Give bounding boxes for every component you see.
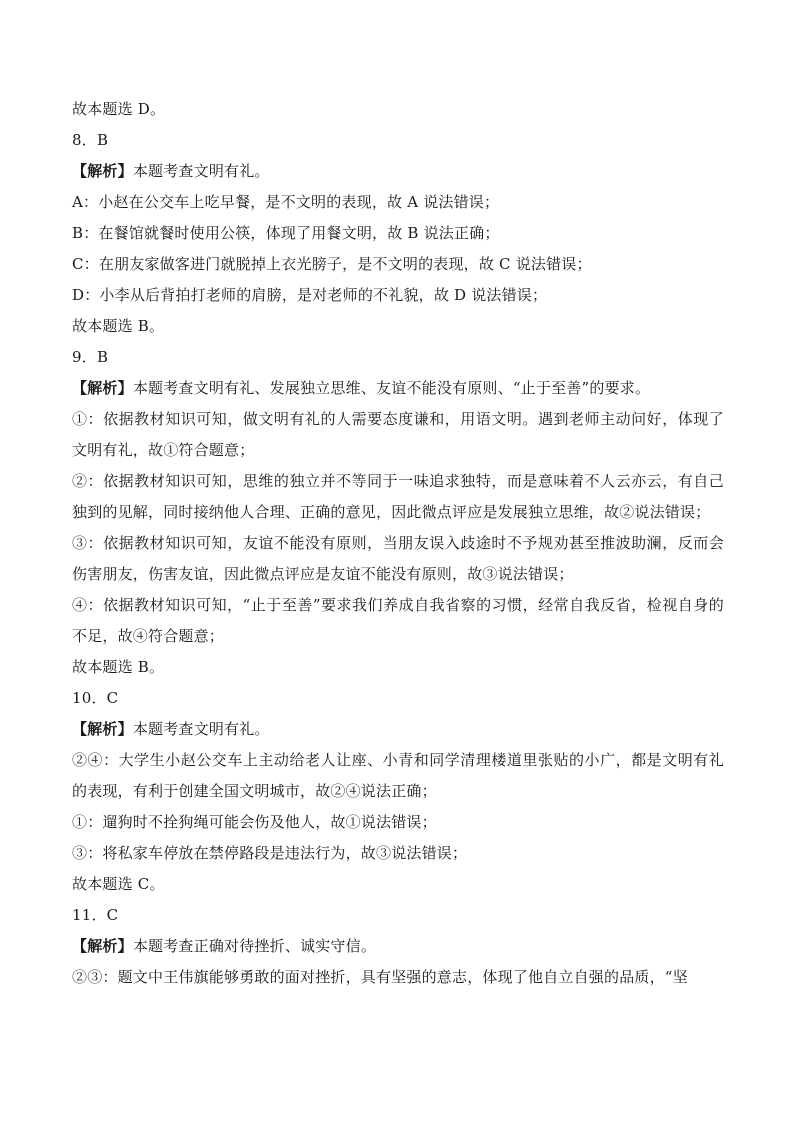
text-line-10: 【解析】本题考查文明有礼、发展独立思维、友谊不能没有原则、“止于至善”的要求。 <box>72 379 651 397</box>
text-line-15: 故本题选 B。 <box>72 658 165 676</box>
text-paragraph-11: ①：依据教材知识可知，做文明有礼的人需要态度谦和，用语文明。遇到老师主动问好，体现了文明有礼，故①符合题意； <box>72 410 724 459</box>
text-line-19: ①：遛狗时不拴狗绳可能会伤及他人，故①说法错误； <box>72 813 437 831</box>
text-line-1: 故本题选 D。 <box>72 100 166 118</box>
text-line-21: 故本题选 C。 <box>72 875 165 893</box>
text-line-20: ③：将私家车停放在禁停路段是违法行为，故③说法错误； <box>72 844 468 862</box>
text-paragraph-14: ④：依据教材知识可知，“止于至善”要求我们养成自我省察的习惯，经常自我反省，检视自身的不足，故④符合题意； <box>72 596 724 645</box>
text-line-17: 【解析】本题考查文明有礼。 <box>72 720 270 738</box>
text-line-8: 故本题选 B。 <box>72 317 165 335</box>
text-line-24: ②③：题文中王伟旗能够勇敢的面对挫折，具有坚强的意志，体现了他自立自强的品质，“坚 <box>72 968 688 986</box>
text-paragraph-12: ②：依据教材知识可知，思维的独立并不等同于一味追求独特，而是意味着不人云亦云，有自己独到的见解，同时接纳他人合理、正确的意见，因此微点评应是发展独立思维，故②说法错误； <box>72 472 724 521</box>
text-line-6: C：在朋友家做客进门就脱掉上衣光膀子，是不文明的表现，故 C 说法错误； <box>72 255 592 273</box>
question-10-answer: 10．C <box>72 689 119 707</box>
question-8-answer: 8．B <box>72 131 109 149</box>
analysis-tag: 【解析】 <box>72 720 133 738</box>
analysis-tag: 【解析】 <box>72 162 133 180</box>
text-line-7: D：小李从后背拍打老师的肩膀，是对老师的不礼貌，故 D 说法错误； <box>72 286 548 304</box>
analysis-tag: 【解析】 <box>72 937 133 955</box>
document-page <box>72 94 724 993</box>
text-line-4: A：小赵在公交车上吃早餐，是不文明的表现，故 A 说法错误； <box>72 193 500 211</box>
text-line-23: 【解析】本题考查正确对待挫折、诚实守信。 <box>72 937 377 955</box>
analysis-tag: 【解析】 <box>72 379 133 397</box>
question-9-answer: 9．B <box>72 348 109 366</box>
text-paragraph-18: ②④：大学生小赵公交车上主动给老人让座、小青和同学清理楼道里张贴的小广，都是文明有礼的表现，有利于创建全国文明城市，故②④说法正确； <box>72 751 724 800</box>
text-line-5: B：在餐馆就餐时使用公筷，体现了用餐文明，故 B 说法正确； <box>72 224 500 242</box>
text-line-3: 【解析】本题考查文明有礼。 <box>72 162 270 180</box>
text-paragraph-13: ③：依据教材知识可知，友谊不能没有原则，当朋友误入歧途时不予规劝甚至推波助澜，反而会伤害朋友，伤害友谊，因此微点评应是友谊不能没有原则，故③说法错误； <box>72 534 724 583</box>
question-11-answer: 11．C <box>72 906 119 924</box>
